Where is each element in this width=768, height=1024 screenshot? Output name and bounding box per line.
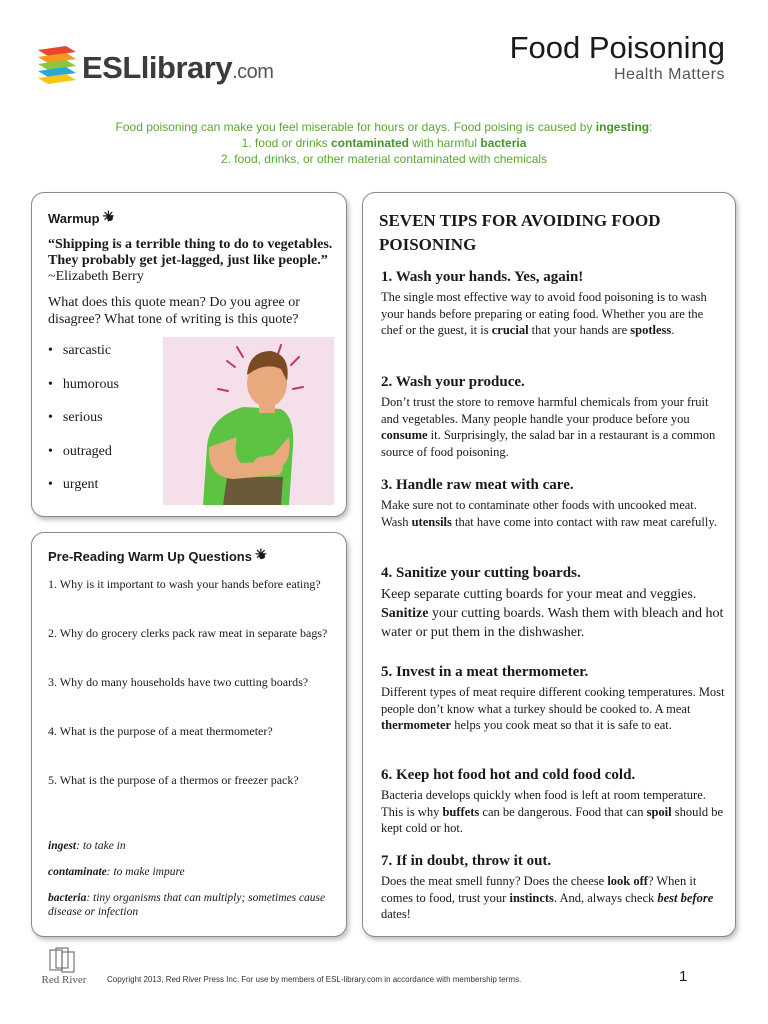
tip-body: Different types of meat require different cooking temperatures. Most people don’t know what a turkey should be cooked to. A meat thermometer helps you cook meat so that it is safe to eat. (381, 685, 725, 732)
tip-body: Don’t trust the store to remove harmful chemicals from your fruit and vegetables. Many people handle your produce before you consume it. Surprisingly, the salad bar in a restaurant is a common source of food poisoning. (381, 395, 716, 459)
tip-7 (381, 853, 727, 923)
option-item: • urgent (48, 477, 119, 511)
tip-body: Does the meat smell funny? Does the cheese look off? When it comes to food, trust your instincts. And, always check best before dates! (381, 874, 714, 921)
publisher-name: Red River (41, 974, 87, 986)
tip-heading: 3. Handle raw meat with care. (381, 477, 574, 493)
copyright-text: Copyright 2013, Red River Press Inc. For use by members of ESL-library.com in accordance with membership terms. (107, 975, 522, 984)
page-title: Food Poisoning (509, 30, 725, 65)
tip-heading: 4. Sanitize your cutting boards. (381, 565, 581, 581)
prereading-heading: Pre-Reading Warm Up Questions✳ (48, 549, 268, 564)
glossary-item: contaminate: to make impure (48, 866, 185, 878)
tip-2 (381, 374, 727, 460)
warmup-box (31, 192, 347, 517)
tip-body: Make sure not to contaminate other foods with uncooked meat. Wash utensils that have come into contact with raw meat carefully. (381, 498, 717, 529)
tip-1 (381, 269, 727, 339)
sick-man-illustration (163, 337, 334, 505)
sun-icon (104, 212, 116, 224)
glossary-item: ingest: to take in (48, 840, 126, 852)
tip-body: The single most effective way to avoid food poisoning is to wash your hands before preparing or eating food. Whether you are the chef or the guest, it is crucial that your hands are spotless. (381, 290, 707, 337)
page-number: 1 (679, 968, 688, 985)
glossary-item: bacteria: tiny organisms that can multiply; sometimes cause disease or infection (48, 892, 326, 918)
warmup-quote: “Shipping is a terrible thing to do to vegetables. They probably get jet-lagged, just like people.” (48, 237, 333, 268)
intro-text: Food poisoning can make you feel miserable for hours or days. Food poising is caused by ingesting: 1. food or drinks contaminated with harmful bacteria 2. food, drinks, or other material contaminated with chemicals (115, 120, 653, 166)
tip-heading: 2. Wash your produce. (381, 374, 525, 390)
tips-box (362, 192, 736, 937)
tip-heading: 7. If in doubt, throw it out. (381, 853, 552, 869)
logo-wordmark: ESLlibrary.com (82, 50, 274, 85)
books-logo-icon (36, 44, 78, 86)
prereading-question: 2. Why do grocery clerks pack raw meat in separate bags? (48, 626, 328, 640)
warmup-heading: Warmup✳ (48, 211, 116, 226)
warmup-question: What does this quote mean? Do you agree or disagree? What tone of writing is this quote? (48, 295, 300, 327)
tip-heading: 6. Keep hot food hot and cold food cold. (381, 767, 636, 783)
tip-5 (381, 664, 727, 734)
option-item: • sarcastic (48, 343, 119, 377)
quote-author: ~Elizabeth Berry (48, 269, 144, 284)
prereading-box (31, 532, 347, 937)
option-item: • humorous (48, 377, 119, 411)
tip-heading: 1. Wash your hands. Yes, again! (381, 269, 584, 285)
prereading-question: 3. Why do many households have two cutting boards? (48, 675, 309, 689)
tip-body: Bacteria develops quickly when food is left at room temperature. This is why buffets can be dangerous. Food that can spoil should be kept cold or hot. (381, 788, 723, 835)
tip-3 (381, 477, 727, 530)
red-river-press-logo (36, 946, 92, 996)
esl-library-logo (36, 44, 276, 94)
tip-4 (381, 565, 727, 642)
prereading-question: 1. Why is it important to wash your hands before eating? (48, 577, 321, 591)
tip-body: Keep separate cutting boards for your meat and veggies. Sanitize your cutting boards. Wash them with bleach and hot water or put them in the dishwasher. (381, 587, 724, 640)
tip-heading: 5. Invest in a meat thermometer. (381, 664, 589, 680)
tip-6 (381, 767, 727, 837)
page-subtitle: Health Matters (613, 66, 725, 83)
tips-title: SEVEN TIPS FOR AVOIDING FOOD POISONING (379, 211, 661, 254)
tone-options (48, 343, 119, 511)
prereading-question: 4. What is the purpose of a meat thermometer? (48, 724, 273, 738)
option-item: • serious (48, 410, 119, 444)
book-stack-icon (36, 946, 92, 974)
prereading-question: 5. What is the purpose of a thermos or freezer pack? (48, 773, 299, 787)
option-item: • outraged (48, 444, 119, 478)
sun-icon (256, 550, 268, 562)
